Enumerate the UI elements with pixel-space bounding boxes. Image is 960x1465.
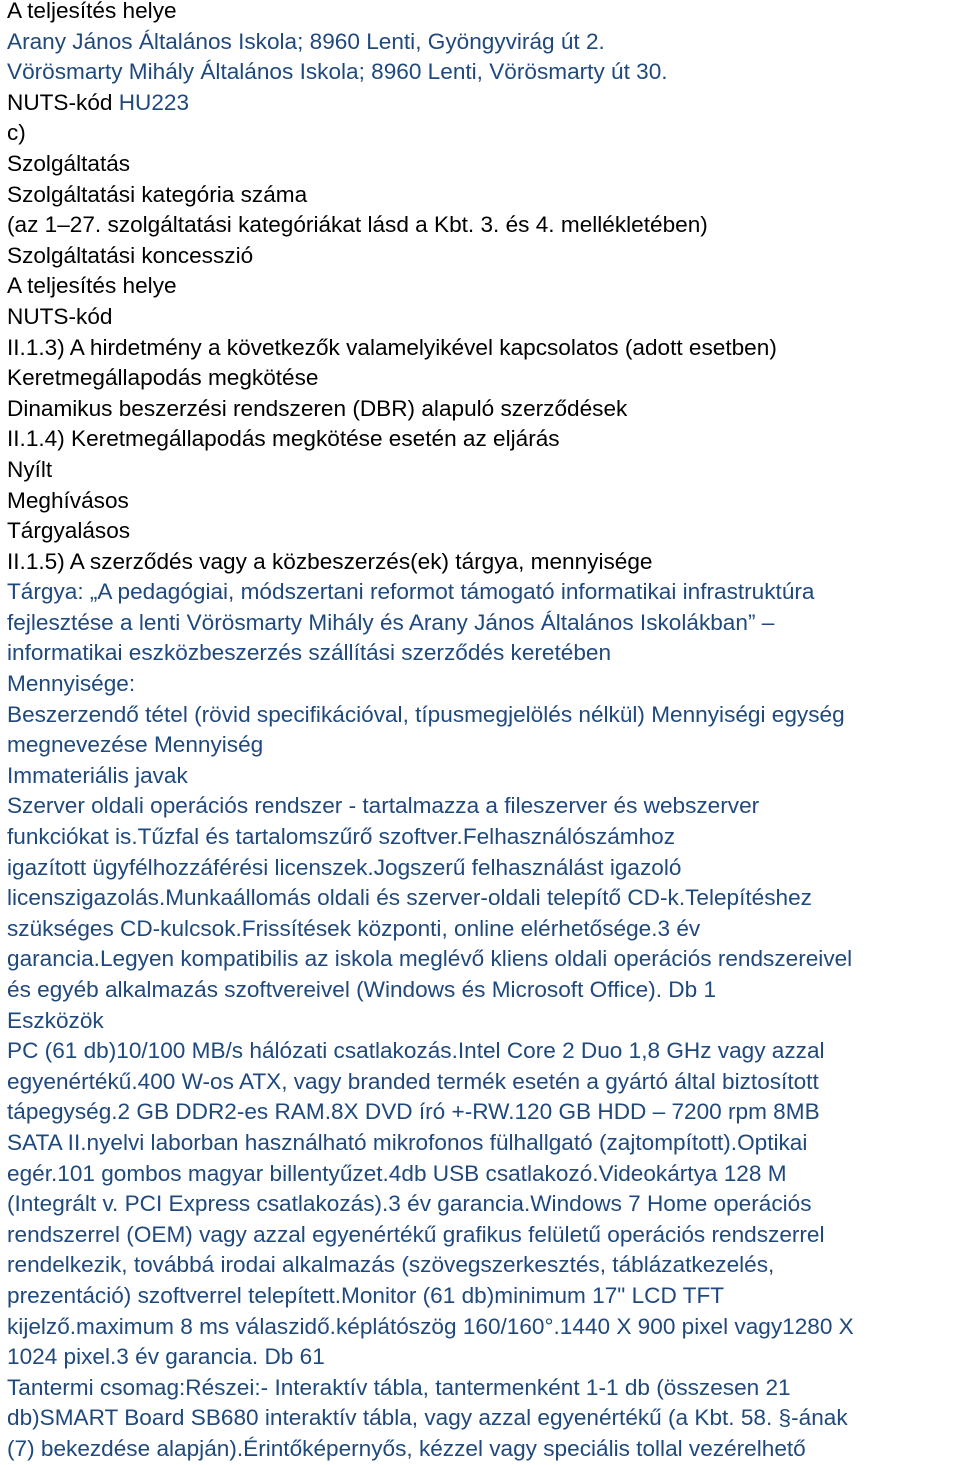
text-run: II.1.3) A hirdetmény a következők valamelyikével kapcsolatos (adott esetben) bbox=[7, 334, 777, 360]
text-line-31 bbox=[7, 914, 960, 945]
text-run: PC (61 db)10/100 MB/s hálózati csatlakozás.Intel Core 2 Duo 1,8 GHz vagy azzal bbox=[7, 1038, 825, 1064]
text-run: A teljesítés helye bbox=[7, 0, 177, 23]
text-run: Szolgáltatás bbox=[7, 150, 131, 176]
text-run: Keretmegállapodás megkötése bbox=[7, 365, 319, 391]
text-run: tápegység.2 GB DDR2-es RAM.8X DVD író +-RW.120 GB HDD – 7200 rpm 8MB bbox=[7, 1099, 820, 1125]
text-line-13 bbox=[7, 363, 960, 394]
text-run: Tantermi csomag:Részei:- Interaktív tábla, tantermenként 1-1 db (összesen 21 bbox=[7, 1374, 791, 1400]
text-line-21 bbox=[7, 608, 960, 639]
text-line-27 bbox=[7, 791, 960, 822]
text-line-23 bbox=[7, 669, 960, 700]
text-run: egyenértékű.400 W-os ATX, vagy branded termék esetén a gyártó által biztosított bbox=[7, 1068, 819, 1094]
text-run: prezentáció) szoftverrel telepített.Monitor (61 db)minimum 17" LCD TFT bbox=[7, 1282, 725, 1308]
text-run: Beszerzendő tétel (rövid specifikációval, típusmegjelölés nélkül) Mennyiségi egység bbox=[7, 701, 845, 727]
text-line-10 bbox=[7, 271, 960, 302]
text-line-42 bbox=[7, 1250, 960, 1281]
text-line-48 bbox=[7, 1434, 960, 1465]
text-run: igazított ügyfélhozzáférési licenszek.Jogszerű felhasználást igazoló bbox=[7, 854, 682, 880]
text-line-32 bbox=[7, 944, 960, 975]
text-line-11 bbox=[7, 302, 960, 333]
text-run: garancia.Legyen kompatibilis az iskola meglévő kliens oldali operációs rendszereivel bbox=[7, 946, 853, 972]
text-run: Dinamikus beszerzési rendszeren (DBR) alapuló szerződések bbox=[7, 395, 628, 421]
text-run: informatikai eszközbeszerzés szállítási szerződés keretében bbox=[7, 640, 612, 666]
text-run: Eszközök bbox=[7, 1007, 104, 1033]
text-run: Immateriális javak bbox=[7, 762, 188, 788]
text-line-20 bbox=[7, 577, 960, 608]
text-run: Tárgya: „A pedagógiai, módszertani reformot támogató informatikai infrastruktúra bbox=[7, 579, 815, 605]
text-line-34 bbox=[7, 1006, 960, 1037]
text-line-45 bbox=[7, 1342, 960, 1373]
text-run: NUTS-kód bbox=[7, 303, 113, 329]
text-line-26 bbox=[7, 761, 960, 792]
text-line-8 bbox=[7, 210, 960, 241]
text-run: Vörösmarty Mihály Általános Iskola; 8960 Lenti, Vörösmarty út 30. bbox=[7, 59, 668, 85]
text-run: Szerver oldali operációs rendszer - tartalmazza a fileszerver és webszerver bbox=[7, 793, 760, 819]
text-line-24 bbox=[7, 700, 960, 731]
text-run: és egyéb alkalmazás szoftvereivel (Windows és Microsoft Office). Db 1 bbox=[7, 977, 717, 1002]
text-line-22 bbox=[7, 638, 960, 669]
text-run: Mennyisége: bbox=[7, 671, 136, 697]
text-line-37 bbox=[7, 1097, 960, 1128]
text-line-43 bbox=[7, 1281, 960, 1312]
text-line-2 bbox=[7, 27, 960, 58]
text-line-29 bbox=[7, 853, 960, 884]
text-line-44 bbox=[7, 1312, 960, 1343]
text-line-17 bbox=[7, 486, 960, 517]
text-run: (7) bekezdése alapján).Érintőképernyős, kézzel vagy speciális tollal vezérelhető bbox=[7, 1435, 806, 1461]
text-line-6 bbox=[7, 149, 960, 180]
text-run: funkciókat is.Tűzfal és tartalomszűrő szoftver.Felhasználószámhoz bbox=[7, 824, 676, 850]
text-line-39 bbox=[7, 1159, 960, 1190]
text-line-1 bbox=[7, 0, 960, 27]
text-line-18 bbox=[7, 516, 960, 547]
text-run: db)SMART Board SB680 interaktív tábla, vagy azzal egyenértékű (a Kbt. 58. §-ának bbox=[7, 1405, 848, 1431]
text-run: Szolgáltatási kategória száma bbox=[7, 181, 308, 207]
text-run: SATA II.nyelvi laborban használható mikrofonos fülhallgató (zajtompított).Optikai bbox=[7, 1129, 808, 1155]
text-run: szükséges CD-kulcsok.Frissítések központi, online elérhetősége.3 év bbox=[7, 915, 701, 941]
text-line-16 bbox=[7, 455, 960, 486]
text-line-4 bbox=[7, 88, 960, 119]
text-line-5 bbox=[7, 118, 960, 149]
text-line-36 bbox=[7, 1067, 960, 1098]
text-line-30 bbox=[7, 883, 960, 914]
text-run: Szolgáltatási koncesszió bbox=[7, 242, 254, 268]
text-run: c) bbox=[7, 120, 26, 146]
text-line-14 bbox=[7, 394, 960, 425]
text-run: rendelkezik, továbbá irodai alkalmazás (szövegszerkesztés, táblázatkezelés, bbox=[7, 1252, 775, 1278]
text-run: Arany János Általános Iskola; 8960 Lenti, Gyöngyvirág út 2. bbox=[7, 28, 605, 54]
text-line-47 bbox=[7, 1403, 960, 1434]
text-line-40 bbox=[7, 1189, 960, 1220]
text-line-9 bbox=[7, 241, 960, 272]
text-line-7 bbox=[7, 180, 960, 211]
text-line-19 bbox=[7, 547, 960, 578]
text-run: NUTS-kód bbox=[7, 89, 119, 115]
text-line-12 bbox=[7, 333, 960, 364]
text-line-41 bbox=[7, 1220, 960, 1251]
text-run: II.1.5) A szerződés vagy a közbeszerzés(ek) tárgya, mennyisége bbox=[7, 548, 653, 574]
text-run: A teljesítés helye bbox=[7, 273, 177, 299]
text-run: rendszerrel (OEM) vagy azzal egyenértékű grafikus felületű operációs rendszerrel bbox=[7, 1221, 825, 1247]
text-run: megnevezése Mennyiség bbox=[7, 732, 264, 758]
text-line-25 bbox=[7, 730, 960, 761]
text-run: fejlesztése a lenti Vörösmarty Mihály és Arany János Általános Iskolákban” – bbox=[7, 609, 775, 635]
text-run: (Integrált v. PCI Express csatlakozás).3 év garancia.Windows 7 Home operációs bbox=[7, 1191, 812, 1217]
text-run: Tárgyalásos bbox=[7, 518, 131, 544]
text-run: licenszigazolás.Munkaállomás oldali és szerver-oldali telepítő CD-k.Telepítéshez bbox=[7, 885, 812, 911]
text-run: (az 1–27. szolgáltatási kategóriákat lásd a Kbt. 3. és 4. mellékletében) bbox=[7, 212, 708, 238]
text-run: Nyílt bbox=[7, 456, 53, 482]
text-line-15 bbox=[7, 424, 960, 455]
text-line-33 bbox=[7, 975, 960, 1006]
text-run: 1024 pixel.3 év garancia. Db 61 bbox=[7, 1344, 325, 1370]
text-run: egér.101 gombos magyar billentyűzet.4db USB csatlakozó.Videokártya 128 M bbox=[7, 1160, 787, 1186]
text-line-46 bbox=[7, 1373, 960, 1404]
text-line-3 bbox=[7, 57, 960, 88]
text-run: Meghívásos bbox=[7, 487, 129, 513]
text-run: kijelző.maximum 8 ms válaszidő.képlátószög 160/160°.1440 X 900 pixel vagy1280 X bbox=[7, 1313, 854, 1339]
text-line-35 bbox=[7, 1036, 960, 1067]
text-line-38 bbox=[7, 1128, 960, 1159]
text-line-28 bbox=[7, 822, 960, 853]
text-run: HU223 bbox=[118, 89, 190, 115]
text-run: II.1.4) Keretmegállapodás megkötése esetén az eljárás bbox=[7, 426, 560, 452]
